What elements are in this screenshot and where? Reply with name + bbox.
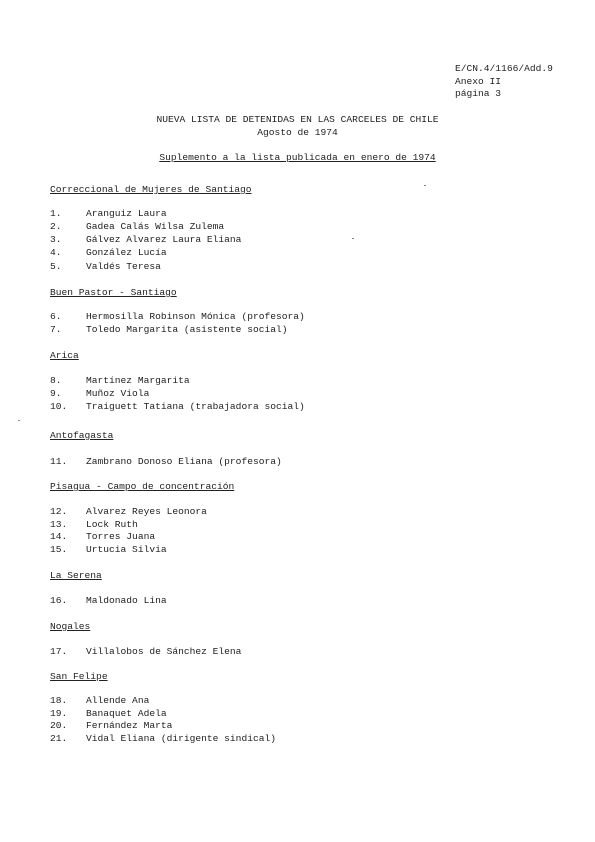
item-name: Alvarez Reyes Leonora — [86, 506, 207, 517]
item-number: 8. — [50, 375, 62, 386]
item-number: 4. — [50, 247, 62, 258]
list-item — [50, 374, 190, 387]
item-name: Aranguiz Laura — [86, 208, 167, 219]
item-number: 12. — [50, 506, 68, 517]
scan-speck — [424, 185, 426, 186]
item-name: Vidal Eliana (dirigente sindical) — [86, 733, 276, 744]
item-number: 6. — [50, 311, 62, 322]
document-symbol: E/CN.4/1166/Add.9 — [455, 63, 553, 74]
list-item — [50, 694, 149, 707]
item-number: 5. — [50, 261, 62, 272]
item-name: Gadea Calás Wilsa Zulema — [86, 221, 225, 232]
item-number: 18. — [50, 695, 68, 706]
item-number: 10. — [50, 401, 68, 412]
item-number: 15. — [50, 544, 68, 555]
item-name: Villalobos de Sánchez Elena — [86, 646, 242, 657]
section-heading: San Felipe — [50, 671, 108, 682]
document-date: Agosto de 1974 — [257, 127, 338, 138]
item-name: Traiguett Tatiana (trabajadora social) — [86, 401, 305, 412]
page-number: página 3 — [455, 88, 502, 99]
item-name: Valdés Teresa — [86, 261, 161, 272]
item-name: Martínez Margarita — [86, 375, 190, 386]
item-number: 14. — [50, 531, 68, 542]
item-number: 20. — [50, 720, 68, 731]
list-item — [50, 719, 172, 732]
scan-speck — [352, 238, 354, 239]
list-item — [50, 310, 305, 323]
item-number: 16. — [50, 595, 68, 606]
item-number: 9. — [50, 388, 62, 399]
section-heading: Buen Pastor - Santiago — [50, 287, 177, 298]
item-number: 11. — [50, 456, 68, 467]
list-item — [50, 387, 149, 400]
document-subtitle: Suplemento a la lista publicada en enero de 1974 — [159, 152, 436, 163]
item-name: Lock Ruth — [86, 519, 138, 530]
item-name: Zambrano Donoso Eliana (profesora) — [86, 456, 282, 467]
list-item — [50, 455, 282, 468]
section-heading: Pisagua - Campo de concentración — [50, 481, 235, 492]
scan-speck — [18, 420, 20, 421]
item-name: Fernández Marta — [86, 720, 173, 731]
document-title: NUEVA LISTA DE DETENIDAS EN LAS CARCELES DE CHILE — [156, 114, 439, 125]
document-reference — [455, 62, 553, 100]
item-number: 13. — [50, 519, 68, 530]
list-item — [50, 732, 276, 745]
list-item — [50, 246, 167, 259]
list-item — [50, 505, 207, 518]
item-number: 1. — [50, 208, 62, 219]
item-name: Muñoz Viola — [86, 388, 150, 399]
item-number: 7. — [50, 324, 62, 335]
list-item — [50, 543, 167, 556]
item-number: 3. — [50, 234, 62, 245]
section-heading: Correccional de Mujeres de Santiago — [50, 184, 252, 195]
item-name: Urtucia Silvia — [86, 544, 167, 555]
item-name: Allende Ana — [86, 695, 150, 706]
list-item — [50, 400, 305, 413]
item-name: Banaquet Adela — [86, 708, 167, 719]
list-item — [50, 233, 241, 246]
item-number: 17. — [50, 646, 68, 657]
list-item — [50, 530, 155, 543]
section-heading: Antofagasta — [50, 430, 114, 441]
list-item — [50, 323, 288, 336]
item-name: Torres Juana — [86, 531, 156, 542]
annex-label: Anexo II — [455, 75, 502, 87]
list-item — [50, 220, 224, 233]
section-heading: Nogales — [50, 621, 91, 632]
list-item — [50, 594, 167, 607]
list-item — [50, 260, 161, 273]
item-name: González Lucía — [86, 247, 167, 258]
item-name: Toledo Margarita (asistente social) — [86, 324, 288, 335]
item-number: 21. — [50, 733, 68, 744]
item-number: 19. — [50, 708, 68, 719]
item-number: 2. — [50, 221, 62, 232]
list-item — [50, 645, 241, 658]
item-name: Gálvez Alvarez Laura Eliana — [86, 234, 242, 245]
section-heading: La Serena — [50, 570, 102, 581]
item-name: Maldonado Lina — [86, 595, 167, 606]
list-item — [50, 207, 167, 220]
item-name: Hermosilla Robinson Mónica (profesora) — [86, 311, 305, 322]
section-heading: Arica — [50, 350, 79, 361]
